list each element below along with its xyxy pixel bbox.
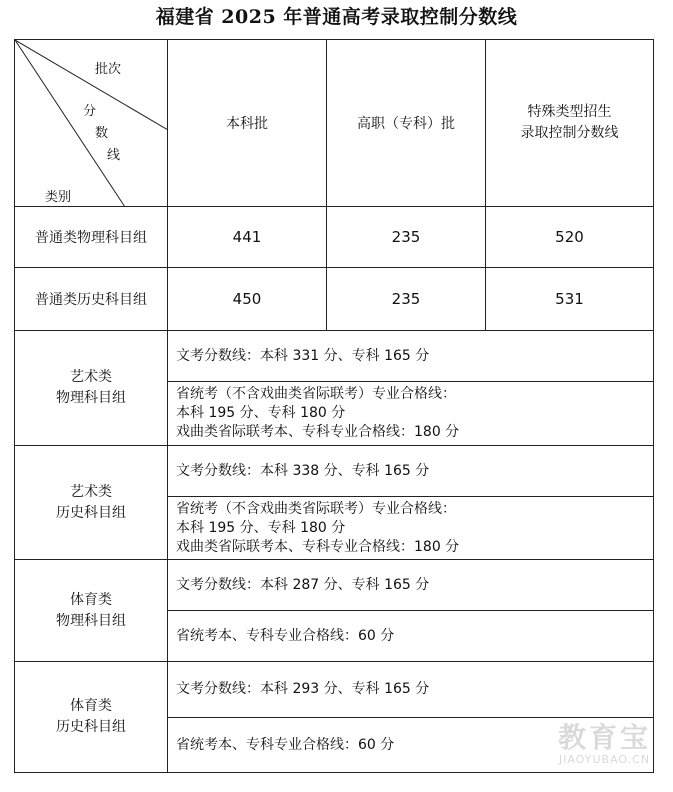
diag-category-label: 类别 — [45, 190, 72, 205]
watermark-logo — [558, 723, 651, 766]
category-label-line1: 艺术类 — [70, 369, 112, 385]
page-title: 福建省 2025 年普通高考录取控制分数线 — [155, 6, 518, 28]
category-label — [15, 662, 168, 773]
row-label: 普通类历史科目组 — [15, 268, 168, 331]
diag-score-label-3: 线 — [107, 148, 121, 163]
header-vocational: 高职（专科）批 — [327, 40, 486, 207]
pass-line-1: 省统考（不含戏曲类省际联考）专业合格线： — [176, 386, 456, 402]
category-label — [15, 331, 168, 446]
professional-pass-line: 省统考本、专科专业合格线：60 分 — [168, 611, 654, 662]
category-label-line2: 历史科目组 — [56, 504, 126, 521]
undergrad-score: 441 — [168, 207, 327, 268]
category-label-line1: 体育类 — [70, 698, 112, 714]
header-row — [15, 40, 654, 207]
header-special-line1: 特殊类型招生 — [527, 104, 612, 120]
table-row — [15, 268, 654, 331]
pass-line-1: 省统考（不含戏曲类省际联考）专业合格线： — [176, 500, 456, 517]
watermark-domain: JIAOYUBAO.CN — [558, 753, 651, 766]
vocational-score: 235 — [327, 268, 486, 331]
table-row — [15, 207, 654, 268]
score-table — [14, 39, 654, 773]
category-label-line1: 艺术类 — [70, 483, 112, 500]
professional-pass-lines — [168, 382, 654, 446]
pass-line-2: 本科 195 分、专科 180 分 — [176, 405, 346, 421]
culture-exam-line: 文考分数线：本科 293 分、专科 165 分 — [168, 662, 654, 718]
header-undergrad: 本科批 — [168, 40, 327, 207]
diag-score-label-1: 分 — [83, 104, 97, 119]
professional-pass-lines — [168, 497, 654, 560]
header-special-line2: 录取控制分数线 — [520, 125, 619, 141]
culture-exam-line: 文考分数线：本科 331 分、专科 165 分 — [168, 331, 654, 382]
professional-pass-line: 省统考本、专科专业合格线：60 分 — [168, 718, 654, 773]
header-special-type — [486, 40, 654, 207]
undergrad-score: 450 — [168, 268, 327, 331]
table-row — [15, 331, 654, 382]
diag-score-label-2: 数 — [95, 126, 109, 141]
special-score: 520 — [486, 207, 654, 268]
diag-batch-label: 批次 — [95, 62, 122, 77]
culture-exam-line: 文考分数线：本科 338 分、专科 165 分 — [168, 446, 654, 497]
special-score: 531 — [486, 268, 654, 331]
vocational-score: 235 — [327, 207, 486, 268]
table-row — [15, 446, 654, 497]
table-row — [15, 560, 654, 611]
category-label — [15, 560, 168, 662]
table-row — [15, 662, 654, 718]
culture-exam-line: 文考分数线：本科 287 分、专科 165 分 — [168, 560, 654, 611]
pass-line-3: 戏曲类省际联考本、专科专业合格线：180 分 — [176, 538, 460, 555]
pass-line-3: 戏曲类省际联考本、专科专业合格线：180 分 — [176, 424, 460, 440]
pass-line-2: 本科 195 分、专科 180 分 — [176, 519, 346, 536]
category-label-line2: 物理科目组 — [56, 612, 126, 629]
category-label — [15, 446, 168, 560]
watermark-brand: 教育宝 — [557, 721, 651, 754]
diagonal-header-cell — [15, 40, 168, 207]
diagonal-lines — [15, 40, 168, 207]
category-label-line2: 历史科目组 — [56, 719, 126, 735]
category-label-line1: 体育类 — [70, 591, 112, 608]
category-label-line2: 物理科目组 — [56, 390, 126, 406]
row-label: 普通类物理科目组 — [15, 207, 168, 268]
